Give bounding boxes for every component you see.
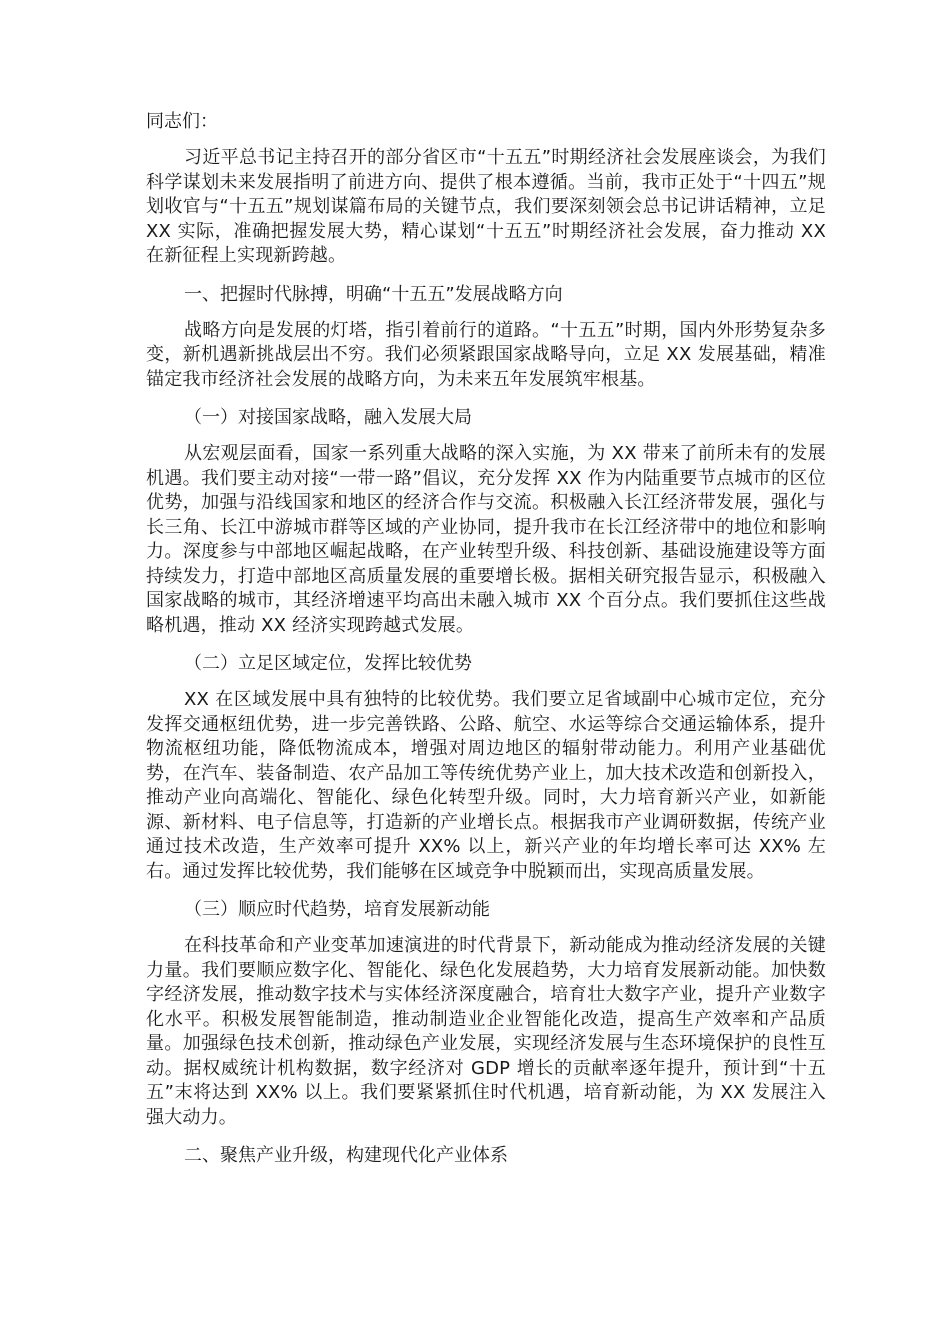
section-2-heading: 二、聚焦产业升级，构建现代化产业体系: [184, 1145, 508, 1166]
salutation: 同志们：: [146, 111, 218, 132]
document-page: [146, 108, 826, 1180]
subsection-3-heading: （三）顺应时代趋势，培育发展新动能: [184, 899, 490, 920]
subsection-1-body: 从宏观层面看，国家一系列重大战略的深入实施，为 XX 带来了前所未有的发展机遇。我们要主动对接“一带一路”倡议，充分发挥 XX 作为内陆重要节点城市的区位优势，加强与沿线国家和地区的经济合作与交流。积极融入长江经济带发展，强化与长三角、长江中游城市群等区域的产业协同，提升我市在长江经济带中的地位和影响力。深度参与中部地区崛起战略，在产业转型升级、科技创新、基础设施建设等方面持续发力，打造中部地区高质量发展的重要增长极。据相关研究报告显示，积极融入国家战略的城市，其经济增速平均高出未融入城市 XX 个百分点。我们要抓住这些战略机遇，推动 XX 经济实现跨越式发展。: [146, 443, 826, 636]
subsection-3-body: 在科技革命和产业变革加速演进的时代背景下，新动能成为推动经济发展的关键力量。我们要顺应数字化、智能化、绿色化发展趋势，大力培育发展新动能。加快数字经济发展，推动数字技术与实体经济深度融合，培育壮大数字产业，提升产业数字化水平。积极发展智能制造，推动制造业企业智能化改造，提高生产效率和产品质量。加强绿色技术创新，推动绿色产业发展，实现经济发展与生态环境保护的良性互动。据权威统计机构数据，数字经济对 GDP 增长的贡献率逐年提升，预计到“十五五”末将达到 XX% 以上。我们要紧紧抓住时代机遇，培育新动能，为 XX 发展注入强大动力。: [146, 935, 826, 1128]
section-1-heading: 一、把握时代脉搏，明确“十五五”发展战略方向: [184, 283, 563, 305]
section-1-body: 战略方向是发展的灯塔，指引着前行的道路。“十五五”时期，国内外形势复杂多变，新机遇新挑战层出不穷。我们必须紧跟国家战略导向，立足 XX 发展基础，精准锚定我市经济社会发展的战略方向，为未来五年发展筑牢根基。: [146, 319, 826, 390]
subsection-2-body: XX 在区域发展中具有独特的比较优势。我们要立足省域副中心城市定位，充分发挥交通枢纽优势，进一步完善铁路、公路、航空、水运等综合交通运输体系，提升物流枢纽功能，降低物流成本，增强对周边地区的辐射带动能力。利用产业基础优势，在汽车、装备制造、农产品加工等传统优势产业上，加大技术改造和创新投入，推动产业向高端化、智能化、绿色化转型升级。同时，大力培育新兴产业，如新能源、新材料、电子信息等，打造新的产业增长点。根据我市产业调研数据，传统产业通过技术改造，生产效率可提升 XX% 以上，新兴产业的年均增长率可达 XX% 左右。通过发挥比较优势，我们能够在区域竞争中脱颖而出，实现高质量发展。: [146, 689, 826, 882]
subsection-2-heading: （二）立足区域定位，发挥比较优势: [184, 653, 472, 674]
subsection-1-heading: （一）对接国家战略，融入发展大局: [184, 407, 472, 428]
intro-paragraph: 习近平总书记主持召开的部分省区市“十五五”时期经济社会发展座谈会，为我们科学谋划未来发展指明了前进方向、提供了根本遵循。当前，我市正处于“十四五”规划收官与“十五五”规划谋篇布局的关键节点，我们要深刻领会总书记讲话精神，立足 XX 实际，准确把握发展大势，精心谋划“十五五”时期经济社会发展，奋力推动 XX 在新征程上实现新跨越。: [146, 147, 826, 266]
